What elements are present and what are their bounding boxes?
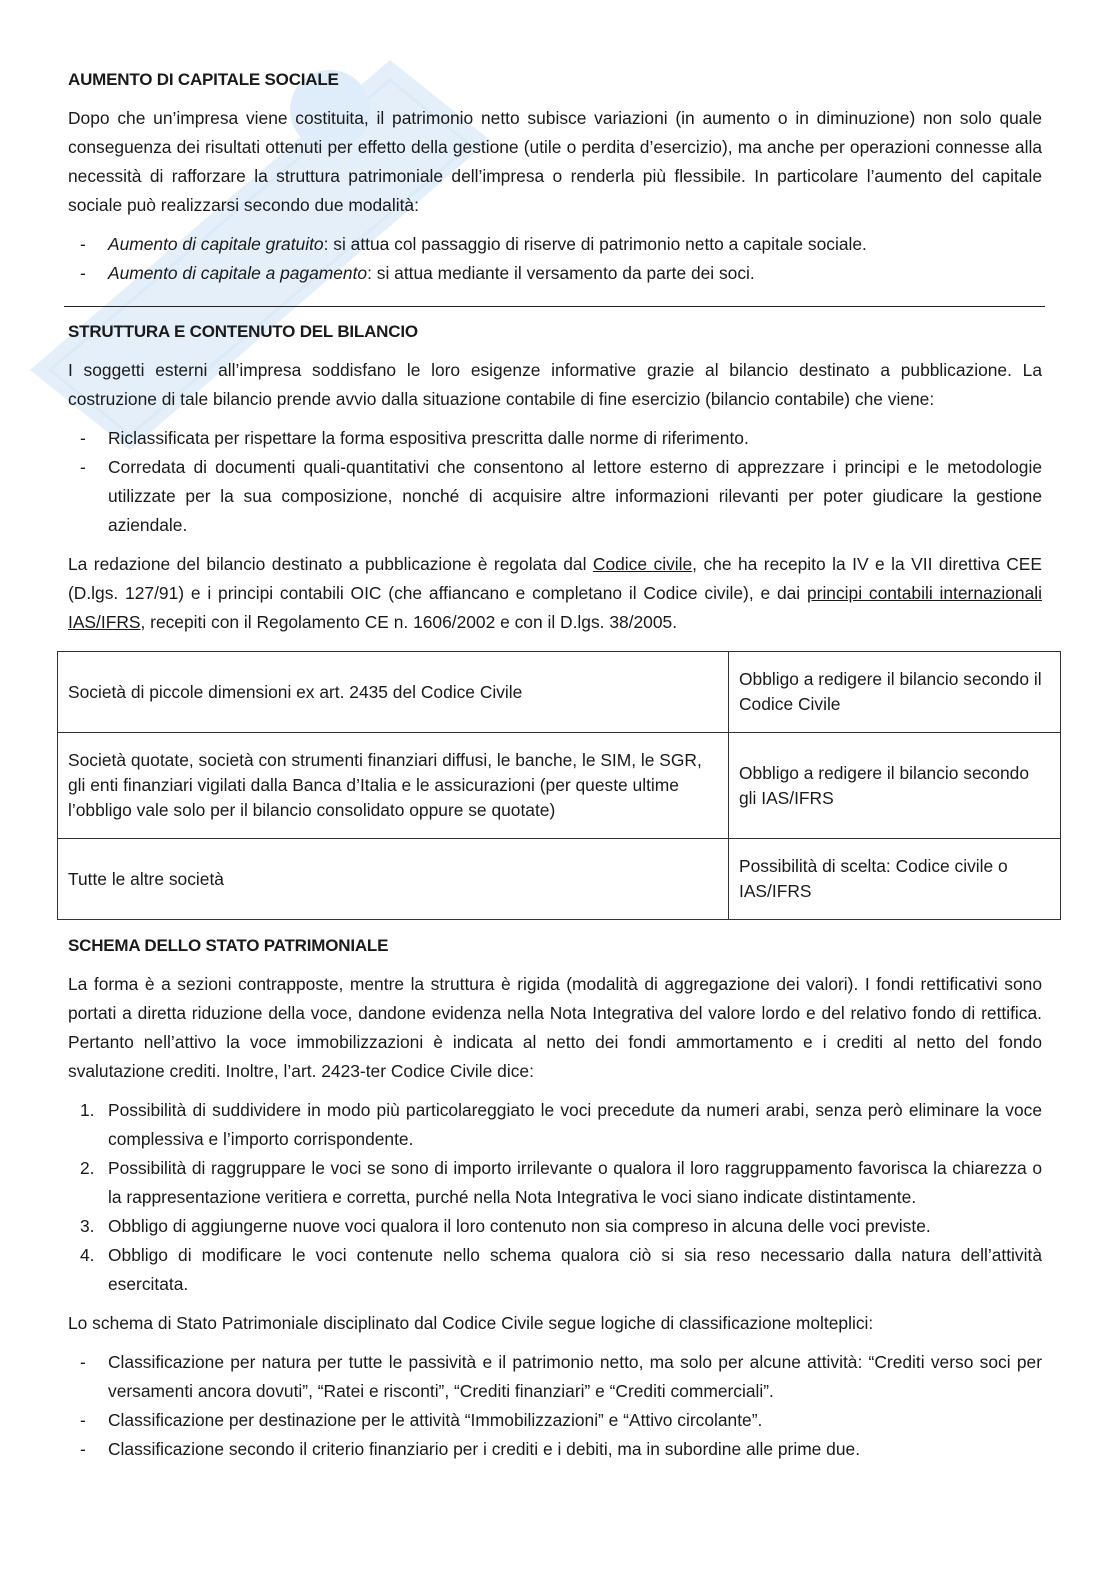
list-item: - Riclassificata per rispettare la forma espositiva prescritta dalle norme di riferimento. <box>80 428 749 448</box>
list-item: - Classificazione per natura per tutte le passività e il patrimonio netto, ma solo per alcune attività: “Crediti verso soci per versamenti ancora dovuti”, “Ratei e risconti”, “Crediti finanziari” e “Crediti commerciali”. <box>80 1352 1042 1401</box>
section-struttura <box>68 320 1042 647</box>
list-item: - Classificazione per destinazione per le attività “Immobilizzazioni” e “Attivo circolante”. <box>80 1410 763 1430</box>
table-cell: Obbligo a redigere il bilancio secondo gli IAS/IFRS <box>729 733 1061 839</box>
table-row <box>58 652 1061 733</box>
table-row <box>58 839 1061 920</box>
list-item: 2. Possibilità di raggruppare le voci se sono di importo irrilevante o qualora il loro raggruppamento favorisca la chiarezza o la rappresentazione veritiera e corretta, purché nella Nota Integrativa le voci siano indicate distintamente. <box>80 1158 1042 1207</box>
list-item: - Aumento di capitale gratuito: si attua col passaggio di riserve di patrimonio netto a capitale sociale. <box>80 234 867 254</box>
paragraph: La redazione del bilancio destinato a pubblicazione è regolata dal Codice civile, che ha recepito la IV e la VII direttiva CEE (D.lgs. 127/91) e i principi contabili OIC (che affiancano e completano il Codice civile), e dai principi contabili internazionali IAS/IFRS, recepiti con il Regolamento CE n. 1606/2002 e con il D.lgs. 38/2005. <box>68 554 1042 632</box>
table-cell: Società di piccole dimensioni ex art. 2435 del Codice Civile <box>58 652 729 733</box>
list-item: - Aumento di capitale a pagamento: si attua mediante il versamento da parte dei soci. <box>80 263 755 283</box>
section-schema <box>68 934 1042 1474</box>
paragraph: Lo schema di Stato Patrimoniale disciplinato dal Codice Civile segue logiche di classificazione molteplici: <box>68 1313 874 1333</box>
section-title-schema: SCHEMA DELLO STATO PATRIMONIALE <box>68 936 389 955</box>
list-item: - Classificazione secondo il criterio finanziario per i crediti e i debiti, ma in subordine alle prime due. <box>80 1439 861 1459</box>
table-cell: Possibilità di scelta: Codice civile o IAS/IFRS <box>729 839 1061 920</box>
bullet-list <box>68 230 1042 288</box>
section-title-aumento: AUMENTO DI CAPITALE SOCIALE <box>68 70 339 89</box>
link-codice-civile: Codice civile <box>592 554 693 574</box>
table-row <box>58 733 1061 839</box>
paragraph: La forma è a sezioni contrapposte, mentre la struttura è rigida (modalità di aggregazione dei valori). I fondi rettificativi sono portati a diretta riduzione della voce, dandone evidenza nella Nota Integrativa del valore lordo e del relativo fondo di rettifica. Pertanto nell’attivo la voce immobilizzazioni è indicata al netto dei fondi ammortamento e i crediti al netto del fondo svalutazione crediti. Inoltre, l’art. 2423-ter Codice Civile dice: <box>68 974 1042 1081</box>
bullet-list <box>68 424 1042 540</box>
list-item: - Corredata di documenti quali-quantitativi che consentono al lettore esterno di apprezzare i principi e le metodologie utilizzate per la sua composizione, nonché di acquisire altre informazioni rilevanti per poter giudicare la gestione aziendale. <box>80 457 1042 535</box>
link-principi-contabili: principi contabili internazionali IAS/IFRS <box>68 583 1042 632</box>
section-aumento <box>68 68 1042 298</box>
list-item: 4. Obbligo di modificare le voci contenute nello schema qualora ciò si sia reso necessario dalla natura dell’attività esercitata. <box>80 1245 1042 1294</box>
list-item: 3. Obbligo di aggiungerne nuove voci qualora il loro contenuto non sia compreso in alcuna delle voci previste. <box>80 1216 931 1236</box>
numbered-list <box>68 1096 1042 1299</box>
bullet-list <box>68 1348 1042 1464</box>
section-title-struttura: STRUTTURA E CONTENUTO DEL BILANCIO <box>68 322 418 341</box>
list-item: 1. Possibilità di suddividere in modo più particolareggiato le voci precedute da numeri arabi, senza però eliminare la voce complessiva e l’importo corrispondente. <box>80 1100 1042 1149</box>
table-cell: Società quotate, società con strumenti finanziari diffusi, le banche, le SIM, le SGR, gli enti finanziari vigilati dalla Banca d’Italia e le assicurazioni (per queste ultime l’obbligo vale solo per il bilancio consolidato oppure se quotate) <box>58 733 729 839</box>
table-cell: Obbligo a redigere il bilancio secondo il Codice Civile <box>729 652 1061 733</box>
paragraph: Dopo che un’impresa viene costituita, il patrimonio netto subisce variazioni (in aumento o in diminuzione) non solo quale conseguenza dei risultati ottenuti per effetto della gestione (utile o perdita d’esercizio), ma anche per operazioni connesse alla necessità di rafforzare la struttura patrimoniale dell’impresa o renderla più flessibile. In particolare l’aumento del capitale sociale può realizzarsi secondo due modalità: <box>68 108 1042 215</box>
table-cell: Tutte le altre società <box>58 839 729 920</box>
regulation-table <box>57 651 1061 920</box>
paragraph: I soggetti esterni all’impresa soddisfano le loro esigenze informative grazie al bilancio destinato a pubblicazione. La costruzione di tale bilancio prende avvio dalla situazione contabile di fine esercizio (bilancio contabile) che viene: <box>68 360 1042 409</box>
section-divider <box>64 306 1045 307</box>
